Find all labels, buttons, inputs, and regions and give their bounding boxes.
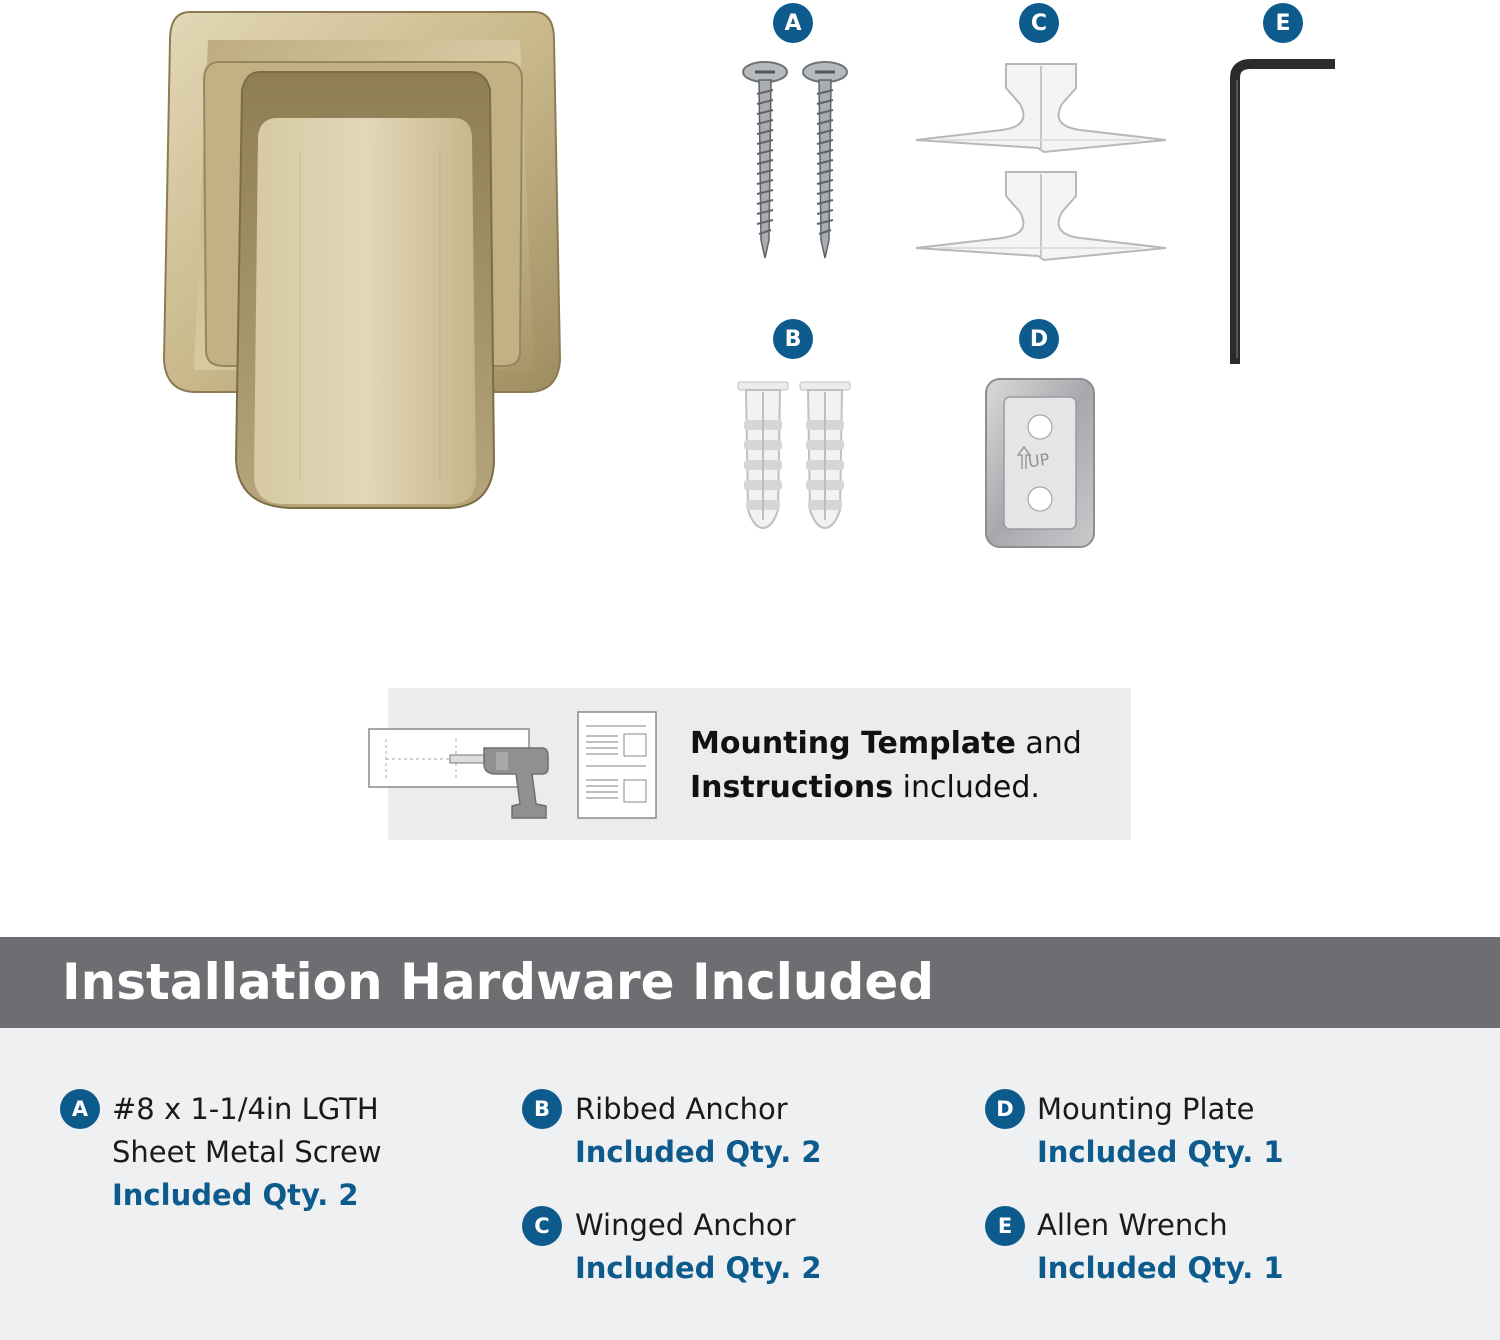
- item-e-badge: E: [985, 1206, 1025, 1246]
- template-instructions-text: [690, 722, 1120, 810]
- knob-product-image: [150, 0, 580, 520]
- item-b-badge: B: [522, 1089, 562, 1129]
- template-label: Mounting Template: [690, 726, 1016, 761]
- part-a-label-badge: A: [773, 3, 813, 43]
- item-a-name-line2: Sheet Metal Screw: [112, 1135, 382, 1169]
- part-e-label-badge: E: [1263, 3, 1303, 43]
- item-d-name: Mounting Plate: [1037, 1092, 1255, 1126]
- item-c-quantity: Included Qty. 2: [575, 1251, 822, 1285]
- item-a-name-line1: #8 x 1-1/4in LGTH: [112, 1092, 379, 1126]
- section-title: Installation Hardware Included: [62, 953, 935, 1011]
- item-b-quantity: Included Qty. 2: [575, 1135, 822, 1169]
- screw-icon: [735, 60, 855, 265]
- mounting-plate-icon: [984, 377, 1096, 549]
- drill-template-icon: [366, 724, 556, 824]
- item-e-name: Allen Wrench: [1037, 1208, 1228, 1242]
- instructions-label: Instructions: [690, 770, 894, 805]
- part-c-label-badge: C: [1019, 3, 1059, 43]
- ribbed-anchor-icon: [732, 380, 856, 532]
- allen-wrench-icon: [1225, 58, 1345, 370]
- part-d-label-badge: D: [1019, 319, 1059, 359]
- template-label-suffix: and: [1015, 726, 1082, 761]
- item-e-quantity: Included Qty. 1: [1037, 1251, 1284, 1285]
- item-a-quantity: Included Qty. 2: [112, 1178, 359, 1212]
- instructions-document-icon: [576, 710, 658, 820]
- item-c-badge: C: [522, 1206, 562, 1246]
- winged-anchor-icon: [910, 60, 1172, 270]
- item-d-quantity: Included Qty. 1: [1037, 1135, 1284, 1169]
- plate-up-marking: UP: [1026, 449, 1051, 472]
- item-b-name: Ribbed Anchor: [575, 1092, 788, 1126]
- instructions-label-suffix: included.: [893, 770, 1040, 805]
- item-d-badge: D: [985, 1089, 1025, 1129]
- part-b-label-badge: B: [773, 319, 813, 359]
- item-c-name: Winged Anchor: [575, 1208, 796, 1242]
- item-a-badge: A: [60, 1089, 100, 1129]
